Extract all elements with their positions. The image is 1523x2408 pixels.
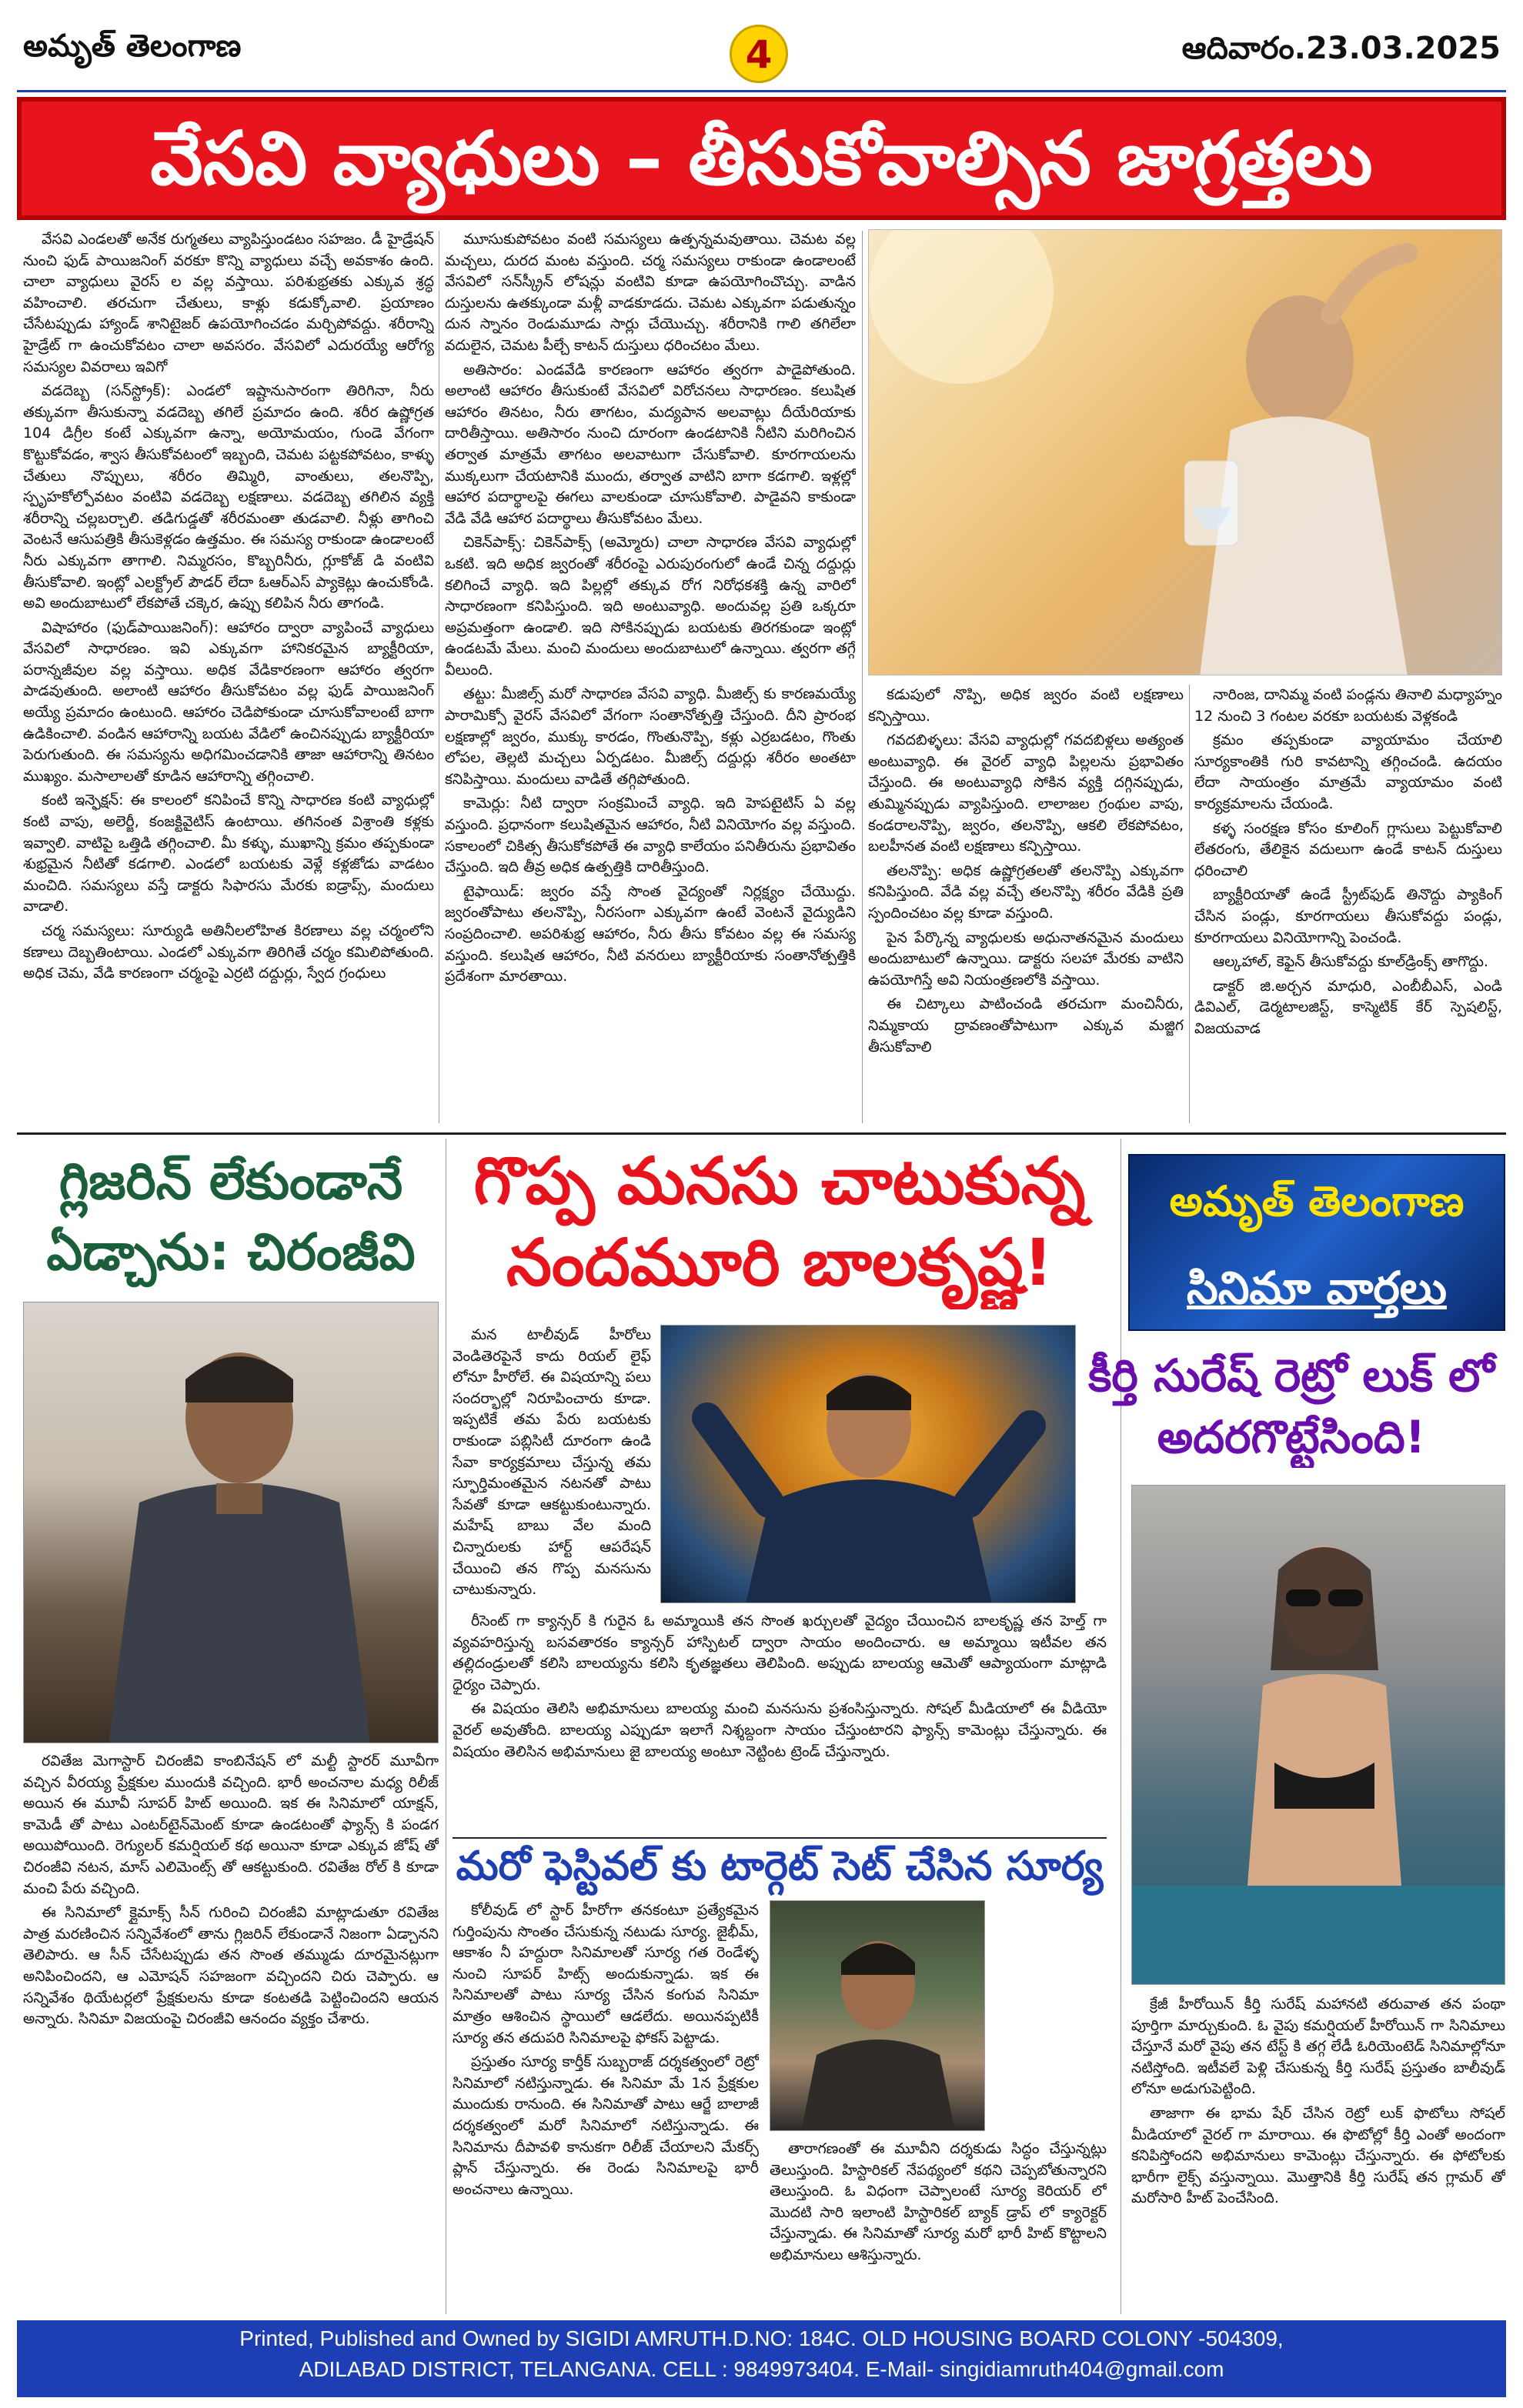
footer-imprint-line-1: Printed, Published and Owned by SIGIDI AMRUTH.D.NO: 184C. OLD HOUSING BOARD COLONY -504309, [239, 2326, 1284, 2350]
keerthy-suresh-photo [1131, 1485, 1505, 1985]
article-paragraph: అతిసారం: ఎండవేడి కారణంగా ఆహారం త్వరగా పాడైపోతుంది. అలాంటి ఆహారం తీసుకుంటే వేసవిలో విరోచనలు సాధారణం. కలుషిత ఆహారం తినటం, నీరు తాగటం, మద్యపాన అలవాట్లు దీయేరియాకు దారితీస్తాయి. అతిసారం నుంచి దూరంగా ఉండటానికి నీటిని మరిగించిన తర్వాత మాత్రమే తాగటం అలవాటుగా చేసుకోవాలి. కూరగాయలను ముక్కలుగా చేయటానికి ముందు, తర్వాత వాటిని బాగా కడగాలి. ఇళ్లల్లో ఆహార పదార్థాలపై ఈగలు వాలకుండా చూసుకోవాలి. పాడైవని కాకుండా వేడి వేడి ఆహార పదార్థాలు తీసుకోవటం మేలు. [445, 361, 856, 527]
section-divider [17, 1132, 1506, 1135]
balakrishna-article-body [453, 1325, 651, 1609]
keerthy-suresh-article-body [1131, 1994, 1505, 2313]
tip-paragraph: నారింజ, దానిమ్మ వంటి పండ్లను తినాలి మధ్యాహ్నం 12 నుంచి 3 గంటల వరకూ బయటకు వెళ్లకండి [1194, 686, 1502, 725]
keerthy-suresh-headline: కీర్తి సురేష్ రెట్రో లుక్ లో అదరగొట్టేసింది! [1088, 1349, 1495, 1463]
surya-headline: మరో ఫెస్టివల్ కు టార్గెట్ సెట్ చేసిన సూర్య [456, 1843, 1104, 1889]
chiranjeevi-photo-illustration [24, 1302, 439, 1743]
summer-photo-illustration [869, 230, 1502, 675]
summer-woman-drinking-water-photo [868, 229, 1502, 675]
tip-paragraph: కళ్ళ సంరక్షణ కోసం కూలింగ్ గ్లాసులు పెట్టుకోవాలి లేతరంగు, తేలికైన వదులుగా ఉండే కాటన్ దుస్తులు ధరించాలి [1194, 819, 1502, 879]
summer-article-column-1 [23, 229, 434, 1129]
main-headline: వేసవి వ్యాధులు – తీసుకోవాల్సిన జాగ్రత్తలు [150, 115, 1373, 202]
surya-article-body-continued [770, 2139, 1107, 2313]
article-paragraph: తలనొప్పి: అధిక ఉష్ణోగ్రతలతో తలనొప్పి ఎక్కువగా కనిపిస్తుంది. వేడి వల్ల వచ్చే తలనొప్పి శరీరం వేడికి ప్రతి స్పందించటం వల్ల కూడా వస్తుంది. [868, 862, 1184, 922]
tip-paragraph: క్రమం తప్పకుండా వ్యాయామం చేయాలి సూర్యకాంతికి గురి కావటాన్ని తగ్గించండి. ఉదయం లేదా సాయంత్రం మాత్రమే వ్యాయామం వంటి కార్యక్రమాలను చేయండి. [1194, 732, 1502, 812]
balakrishna-photo [660, 1325, 1076, 1603]
balakrishna-article-body-continued [453, 1611, 1107, 1834]
surya-photo [770, 1900, 985, 2131]
article-paragraph: కామెర్లు: నీటి ద్వారా సంక్రమించే వ్యాధి. ఇది హెపటైటిస్ ఏ వల్ల వస్తుంది. ప్రధానంగా కలుషితమైన ఆహారం, నీటి వినియోగం వల్ల వస్తుంది. సకాలంలో చికిత్స తీసుకోకపోతే ఈ వ్యాధి కాలేయం పనితీరును ప్రభావితం చేస్తుంది. ఇది తీవ్ర అధిక ఉత్పత్తికి దారితీస్తుంది. [445, 795, 856, 876]
article-paragraph: వేసవి ఎండలతో అనేక రుగ్మతలు వ్యాపిస్తుండటం సహజం. డీ హైడ్రేషన్ నుంచి ఫుడ్ పాయిజనింగ్ వరకూ కొన్ని వ్యాధులు వచ్చే అవకాశం ఉంది. చాలా వ్యాధులు వైరస్ ల వల్ల వస్తాయి. పరిశుభ్రతకు ఎక్కువ శ్రద్ధ వహించాలి. తరచుగా చేతులు, కాళ్లు కడుక్కోవాలి. ప్రయాణం చేసేటప్పుడు హ్యాండ్ శానిటైజర్ ఉపయోగించడం మర్చిపోవద్దు. శరీరాన్ని హైడ్రేట్ గా ఉంచుకోవటం చాలా అవసరం. వేసవిలో ఎదురయ్యే ఆరోగ్య సమస్యల వివరాలు ఇవిగో [23, 231, 434, 375]
summer-article-column-2 [445, 229, 856, 1129]
chiranjeevi-article-body [23, 1751, 439, 2313]
article-paragraph: పైన పేర్కొన్న వ్యాధులకు అధునాతనమైన మందులు అందుబాటులో ఉన్నాయి. డాక్టరు సలహా మేరకు వాటిని ఉపయోగిస్తే అవి నియంత్రణలోకి వస్తాయి. [868, 929, 1184, 989]
article-paragraph: తారాగణంతో ఈ మూవీని దర్శకుడు సిద్ధం చేస్తున్నట్లు తెలుస్తుంది. హిస్టారికల్ నేపథ్యంలో కథని చెప్పబోతున్నారని తెలుస్తుంది. ఓ విధంగా చెప్పాలంటే సూర్య కెరియర్ లో మొదటి సారి ఇలాంటి హిస్టారికల్ బ్యాక్ డ్రాప్ లో క్యారెక్టర్ చేస్తున్నాడు. ఈ సినిమాతో సూర్య మరో భారీ హిట్ కొట్టాలని అభిమానులు ఆశిస్తున్నారు. [770, 2140, 1107, 2263]
article-paragraph: విషాహారం (ఫుడ్‌పాయిజనింగ్): ఆహారం ద్వారా వ్యాపించే వ్యాధులు వేసవిలో సాధారణం. ఇవి ఎక్కువగా హానికరమైన బ్యాక్టీరియా, పరాన్నజీవుల వల్ల వస్తాయి. అధిక వేడికారణంగా ఆహారం త్వరగా పాడవుతుంది. అలాంటి ఆహారం తీసుకోవటం వల్ల ఫుడ్ పాయిజనింగ్ అయ్యే ప్రమాదం ఉంటుంది. ఆహారం చెడిపోకుండా చూసుకోవాలంటే బాగా ఉడికించాలి. వండిన ఆహారాన్ని బయట వేడిలో ఉంచినప్పుడు బ్యాక్టీరియా పెరుగుతుంది. ఈ సమస్యను అధిగమించడానికి తాజా ఆహారాన్ని తినటం ముఖ్యం. మసాలాలతో కూడిన ఆహారాన్ని తగ్గించాలి. [23, 619, 434, 785]
article-paragraph: ఈ సినిమాలో క్లైమాక్స్ సీన్ గురించి చిరంజీవి మాట్లాడుతూ రవితేజ పాత్ర మరణించిన సన్నివేశంలో తాను గ్లిజరిన్ లేకుండానే నిజంగా ఏడ్చానని తెలిపారు. ఆ సీన్ చేసేటప్పుడు తన సొంత తమ్ముడు దూరమైనట్లుగా అనిపించిందని, ఆ ఎమోషన్ సహజంగా వచ్చిందని చిరు చెప్పారు. ఆ సన్నివేశం థియేటర్లలో ప్రేక్షకులను కూడా కంటతడి పెట్టించిందని ఆయన అన్నారు. సినిమా విజయంపై చిరంజీవి ఆనందం వ్యక్తం చేశారు. [23, 1904, 439, 2028]
article-paragraph: రవితేజ మెగాస్టార్ చిరంజీవి కాంబినేషన్ లో మల్టీ స్టారర్ మూవీగా వచ్చిన వీరయ్య ప్రేక్షకుల ముందుకి వచ్చింది. భారీ అంచనాల మధ్య రిలీజ్ అయిన ఈ మూవీ సూపర్ హిట్ అయింది. ఇక ఈ సినిమాలో యాక్షన్, కామెడీ తో పాటు ఎంటర్‌టైన్‌మెంట్ కూడా ఉండటంతో ఫ్యాన్స్ కి పండగ అయిపోయింది. రెగ్యులర్ కమర్షియల్ కథ అయినా కూడా ఎక్కువ జోష్ తో చిరంజీవి నటన, మాస్ ఎలిమెంట్స్ తో ఆకట్టుకుంది. రవితేజ రోల్ కి కూడా మంచి పేరు వచ్చింది. [23, 1753, 439, 1897]
tip-paragraph: ఆల్కహాల్, కెఫైన్ తీసుకోవద్దు కూల్‌డ్రింక్స్ తాగొద్దు. [1213, 953, 1488, 971]
balakrishna-photo-illustration [661, 1326, 1076, 1603]
article-paragraph: ఈ విషయం తెలిసి అభిమానులు బాలయ్య మంచి మనసును ప్రశంసిస్తున్నారు. సోషల్ మీడియాలో ఈ వీడియో వైరల్ అవుతోంది. బాలయ్య ఎప్పుడూ ఇలాగే నిశ్శబ్దంగా సాయం చేస్తుంటారని ఫ్యాన్స్ కామెంట్లు చేస్తున్నారు. ఈ విషయం తెలిసిన అభిమానులు జై బాలయ్య అంటూ నెట్టింట ట్రెండ్ చేస్తున్నారు. [453, 1700, 1107, 1760]
column-divider [1189, 685, 1190, 1123]
surya-photo-illustration [770, 1901, 985, 2131]
article-paragraph: కోలీవుడ్ లో స్టార్ హీరోగా తనకంటూ ప్రత్యేకమైన గుర్తింపును సొంతం చేసుకున్న నటుడు సూర్య. జైభీమ్, ఆకాశం నీ హద్దురా సినిమాలతో సూర్య గత రెండేళ్ళ నుంచి సూపర్ హిట్స్ అందుకున్నాడు. ఇక ఈ సినిమాలతో పాటు సూర్య చేసిన కంగువ సినిమా మాత్రం ఆశించిన స్థాయిలో ఆడలేదు. అయినప్పటికీ సూర్య తన తదుపరి సినిమాలపై ఫోకస్ పెట్టాడు. [453, 1902, 759, 2046]
article-paragraph: మన టాలీవుడ్ హీరోలు వెండితెరపైనే కాదు రియల్ లైఫ్ లోనూ హీరోలే. ఈ విషయాన్ని పలు సందర్భాల్లో నిరూపించారు కూడా. ఇప్పటికే తమ పేరు బయటకు రాకుండా పబ్లిసిటీ దూరంగా ఉండి సేవా కార్యక్రమాలు చేస్తున్న తమ స్ఫూర్తిమంతమైన నటనతో పాటు సేవతో కూడా ఆకట్టుకుంటున్నారు. మహేష్ బాబు వేల మంది చిన్నారులకు హార్ట్ ఆపరేషన్ చేయించి తన గొప్ప మనసును చాటుకున్నారు. [453, 1326, 651, 1599]
article-paragraph: తట్టు: మీజిల్స్ మరో సాధారణ వేసవి వ్యాధి. మీజిల్స్ కు కారణమయ్యే పారామిక్సో వైరస్ వేసవిలో వేగంగా సంతానోత్పత్తి చేస్తుంది. దీని ప్రారంభ లక్షణాల్లో జ్వరం, ముక్కు కారడం, గొంతునొప్పి, కళ్లు ఎర్రబడటం, గొంతు లోపల, తెల్లటి మచ్చలు ఏర్పడటం. మీజిల్స్ దద్దుర్లు శరీరం అంతటా కనిపిస్తాయి. మందులు వాడితే తగ్గిపోతుంది. [445, 685, 856, 788]
cinema-banner-title: సినిమా వార్తలు [1187, 1262, 1447, 1314]
article-paragraph: రీసెంట్ గా క్యాన్సర్ కి గురైన ఓ అమ్మాయికి తన సొంత ఖర్చులతో వైద్యం చేయించిన బాలకృష్ణ తన హెల్త్ గా వ్యవహరిస్తున్న బసవతారకం క్యాన్సర్ హాస్పిటల్ ద్వారా సాయం అందించారు. ఆ అమ్మాయి ఇటీవల తన తల్లిదండ్రులతో కలిసి బాలయ్యను కలిసి కృతజ్ఞతలు తెలిపింది. అప్పుడు బాలయ్య ఆమెతో ఆప్యాయంగా మాట్లాడి ధైర్యం చెప్పారు. [453, 1613, 1107, 1693]
keerthy-photo-illustration [1132, 1486, 1505, 1985]
article-paragraph: ప్రస్తుతం సూర్య కార్తీక్ సుబ్బరాజ్ దర్శకత్వంలో రెట్రో సినిమాలో నటిస్తున్నాడు. ఈ సినిమా మే 1న ప్రేక్షకుల ముందుకు రానుంది. ఈ సినిమాతో పాటు ఆర్జే బాలాజీ దర్శకత్వంలో మరో సినిమాలో నటిస్తున్నాడు. ఈ సినిమాను దీపావళి కానుకగా రిలీజ్ చేయాలని మేకర్స్ ప్లాన్ చేస్తున్నారు. ఈ రెండు సినిమాలపై భారీ అంచనాలు ఉన్నాయి. [453, 2053, 759, 2198]
author-credit: డాక్టర్ జి.అర్చన మాధురి, ఎంబీబీఎస్, ఎండి డివిఎల్, డెర్మటాలజిస్ట్, కాస్మెటిక్ కేర్ స్పెషలిస్ట్, విజయవాడ [1194, 977, 1502, 1037]
summer-article-column-3 [868, 685, 1184, 1129]
article-paragraph: చర్మ సమస్యలు: సూర్యుడి అతినీలలోహిత కిరణాలు వల్ల చర్మంలోని కణాలు దెబ్బతింటాయి. ఎండలో ఎక్కువగా తిరిగితే చర్మం కమిలిపోతుంది. అధిక చెమ, వేడి కారణంగా చర్మంపై ఎర్రటి దద్దుర్లు, స్వేద గ్రంధులు [23, 922, 434, 982]
article-paragraph: కడుపులో నొప్పి, అధిక జ్వరం వంటి లక్షణాలు కన్పిస్తాయి. [868, 686, 1184, 725]
issue-date: ఆదివారం.23.03.2025 [1181, 31, 1501, 66]
article-paragraph: కంటి ఇన్ఫెక్షన్: ఈ కాలంలో కనిపించే కొన్ని సాధారణ కంటి వ్యాధుల్లో కంటి వాపు, అలెర్జీ, కంజక్టివైటిస్ ఉంటాయి. తగినంత విశ్రాంతి కళ్లకు ఇవ్వాలి. వాటిపై ఒత్తిడి తగ్గించాలి. మీ కళ్ళు, ముఖాన్ని క్రమం తప్పకుండా శుభ్రమైన నీటితో కడగాలి. ఎండలో బయటకు వెళ్లే కళ్లజోడు వాడటం మంచిది. సమస్యలు వస్తే డాక్టరు సిఫారసు మేరకు ఐడ్రాప్స్, మందులు వాడాలి. [23, 792, 434, 916]
article-paragraph: ఈ చిట్కాలు పాటించండి తరచుగా మంచినీరు, నిమ్మకాయ ద్రావణంతోపాటుగా ఎక్కువ మజ్జిగ తీసుకోవాలి [868, 996, 1184, 1056]
article-paragraph: చికెన్‌పాక్స్: చికెన్‌పాక్స్ (అమ్మోరు) చాలా సాధారణ వేసవి వ్యాధుల్లో ఒకటి. ఇది అధిక జ్వరంతో శరీరంపై ఎరుపురంగులో ఉండే చిన్న దద్దుర్లు కలిగించే వ్యాధి. ఇది పిల్లల్లో తక్కువ రోగ నిరోధకశక్తి ఉన్న వారిలో సాధారణంగా కనిపిస్తుంది. ఇది అంటువ్యాధి. అందువల్ల ప్రతి ఒక్కరూ అప్రమత్తంగా ఉండాలి. ఇది సోకినప్పుడు బయటకు తిరగకుండా ఇంట్లో ఉండటమే మేలు. మంచి మందులు అందుబాటులో ఉన్నాయి. త్వరగా తగ్గే వీలుంది. [445, 534, 856, 679]
chiranjeevi-headline: గ్లిజరిన్ లేకుండానే ఏడ్చాను: చిరంజీవి [46, 1152, 416, 1282]
article-paragraph: గవదబిళ్ళలు: వేసవి వ్యాధుల్లో గవదబిళ్లలు అత్యంత అంటువ్యాధి. ఈ వైరల్ వ్యాధి పిల్లలను ప్రభావితం చేస్తుంది. ఈ అంటువ్యాధి సోకిన వ్యక్తి దగ్గినప్పుడు, తుమ్మినప్పుడు వ్యాపిస్తుంది. లాలాజల గ్రంథుల వాపు, కండరాలనొప్పి, జ్వరం, తలనొప్పి, ఆకలి లేకపోవటం, బలహీనత వంటి లక్షణాలు కన్పిస్తాయి. [868, 732, 1184, 855]
article-paragraph: మూసుకుపోవటం వంటి సమస్యలు ఉత్పన్నమవుతాయి. చెమట వల్ల మచ్చలు, దురద మంట వస్తుంది. చర్మ సమస్యలు రాకుండా ఉండాలంటే వేసవిలో సన్‌స్క్రీన్ లోషన్లు వంటివి కూడా ఉపయోగించొచ్చు. వాడిన దుస్తులను ఉతక్కుండా మళ్లీ వాడకూడదు. చెమట ఎక్కువగా పడుతున్నం దున స్నానం రెండుమూడు సార్లు చేయొచ్చు. శరీరానికి గాలి తగిలేలా వదులైన, చెమట పీల్చే కాటన్ దుస్తులు ధరించటం మేలు. [445, 231, 856, 354]
tip-paragraph: బ్యాక్టీరియాతో ఉండే స్ట్రీట్‌ఫుడ్ తినొద్దు ప్యాకింగ్ చేసిన పండ్లు, కూరగాయలు తీసుకోవద్దు పండ్లు, కూరగాయలు వినియోగాన్ని పెంచండి. [1194, 886, 1502, 946]
article-paragraph: వడదెబ్బ (సన్‌స్ట్రోక్): ఎండలో ఇష్టానుసారంగా తిరిగినా, నీరు తక్కువగా తీసుకున్నా వడదెబ్బ తగిలే ప్రమాదం ఉంది. శరీర ఉష్ణోగ్రత 104 డిగ్రీల కంటే ఎక్కువగా ఉన్నా, అయోమయం, గుండె వేగంగా కొట్టుకోవడం, శ్వాస తీసుకోవటంలో ఇబ్బంది, చెమట పట్టకపోవటం, కాళ్ళు చేతులు నొప్పులు, శరీరం తిమ్మిరి, వాంతులు, తలనొప్పి, స్పృహకోల్పోవటం వంటివి వడదెబ్బ లక్షణాలు. వడదెబ్బ తగిలిన వ్యక్తి శరీరాన్ని చల్లబర్చాలి. తడిగుడ్డతో శరీరమంతా తుడవాలి. నీళ్లు తాగించి వెంటనే ఆసుపత్రికి తీసుకెళ్లడం ఉత్తమం. ఈ సమస్య రాకుండా ఉండాలంటే నీరు ఎక్కువగా తాగాలి. నిమ్మరసం, కొబ్బరినీరు, గ్లూకోజ్ డి వంటివి తీసుకోవాలి. ఇంట్లో ఎలక్ట్రోల్ పౌడర్ లేదా ఓఆర్ఎస్ ప్యాకెట్లు ఉంచుకోండి. అవి అందుబాటులో లేకపోతే చక్కెర, ఉప్పు కలిపిన నీరు తాగండి. [23, 382, 434, 612]
surya-article-body [453, 1900, 759, 2313]
article-paragraph: టైఫాయిడ్: జ్వరం వస్తే సొంత వైద్యంతో నిర్లక్ష్యం చేయొద్దు. జ్వరంతోపాటు తలనొప్పి, నీరసంగా ఎక్కువగా ఉంటే వెంటనే వైద్యుడిని సంప్రదించాలి. అపరిశుభ్ర ఆహారం, నీరు తీసు కోవటం వల్ల ఈ సమస్య వస్తుంది. కలుషిత ఆహారం, నీటి వనరులు బ్యాక్టీరియాకు సంతానోత్పత్తికి ప్రదేశంగా మారతాయి. [445, 882, 856, 986]
page-number-badge: 4 [730, 25, 788, 83]
summer-article-tips-column [1194, 685, 1502, 1129]
chiranjeevi-photo [23, 1302, 439, 1743]
newspaper-name: అమృత్ తెలంగాణ [23, 28, 242, 64]
article-paragraph: క్రేజీ హీరోయిన్ కీర్తి సురేష్ మహానటి తరువాత తన పంథా పూర్తిగా మార్చుకుంది. ఓ వైపు కమర్షియల్ హీరోయిన్ గా సినిమాలు చేస్తూనే మరో వైపు తన టేస్ట్ కి తగ్గ లేడీ ఓరియెంటెడ్ సినిమాల్లోనూ నటిస్తోంది. ఇటీవలే పెళ్లి చేసుకున్న కీర్తి సురేష్ ప్రస్తుతం బాలీవుడ్ లోనూ అడుగుపెట్టింది. [1131, 1996, 1505, 2098]
column-divider [862, 231, 863, 1123]
section-divider [453, 1837, 1107, 1839]
article-paragraph: తాజాగా ఈ భామ షేర్ చేసిన రెట్రో లుక్ ఫొటోలు సోషల్ మీడియాలో వైరల్ గా మారాయి. ఈ ఫొటోల్లో కీర్తి ఎంతో అందంగా కనిపిస్తోందని అభిమానులు కామెంట్లు చేస్తున్నారు. ఈ ఫోటోలకు భారీగా లైక్స్ వస్తున్నాయి. మొత్తానికి కీర్తి సురేష్ తన గ్లామర్ తో మరోసారి హీట్ పెంచేసింది. [1131, 2104, 1505, 2207]
cinema-banner-paper-name: అమృత్ తెలంగాణ [1169, 1177, 1465, 1226]
footer-imprint-line-2: ADILABAD DISTRICT, TELANGANA. CELL : 9849973404. E-Mail- singidiamruth404@gmail.com [299, 2357, 1224, 2381]
balakrishna-headline: గొప్ప మనసు చాటుకున్న నందమూరి బాలకృష్ణ! [473, 1143, 1086, 1300]
